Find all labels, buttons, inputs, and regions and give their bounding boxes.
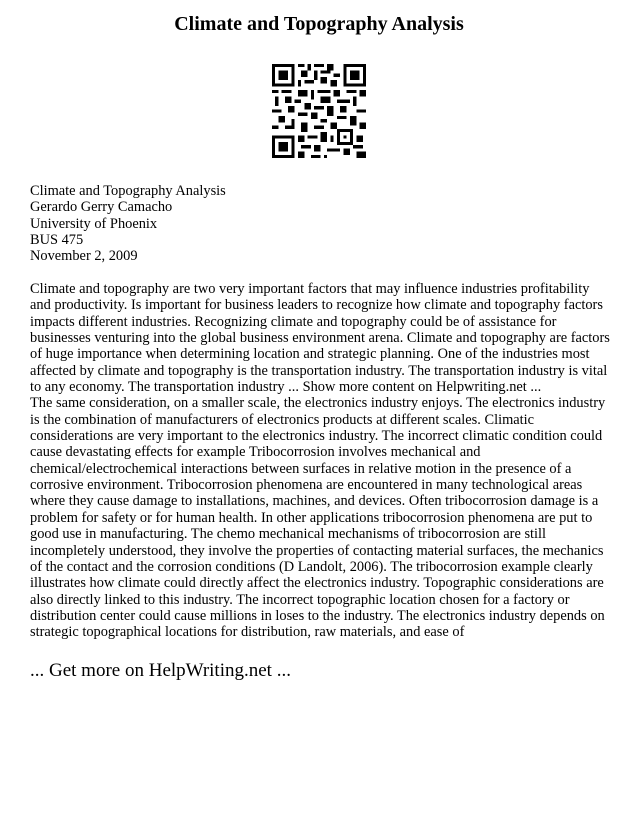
header-line-institution: University of Phoenix [30,215,158,232]
document-title: Climate and Topography Analysis [174,13,464,35]
document-body [30,281,610,641]
get-more-link[interactable]: ... Get more on HelpWriting.net ... [30,660,291,681]
body-paragraph-1: Climate and topography are two very important factors that may influence industries profitability and productivity. Is important for business leaders to recognize how climate and topography factors impacts different industries. Recognizing climate and topography could be of assistance for businesses venturing into the global business environment arena. Climate and topography are factors of huge importance when determining location and strategic planning. One of the industries most affected by climate and topography is the transportation industry. The transportation industry is vital to any economy. The transportation industry ... Show more content on Helpwriting.net ... [30,281,610,396]
qr-code-icon [272,64,366,158]
header-line-date: November 2, 2009 [30,248,138,265]
header-line-author: Gerardo Gerry Camacho [30,199,173,216]
document-header-block [30,183,610,264]
header-line-title: Climate and Topography Analysis [30,183,226,199]
header-line-course: BUS 475 [30,231,84,248]
body-paragraph-2: The same consideration, on a smaller scale, the electronics industry enjoys. The electronics industry is the combination of manufacturers of electronics products at different scales. Climatic considerations are very important to the electronics industry. The incorrect climatic condition could cause devastating effects for example Tribocorrosion involves mechanical and chemical/electrochemical interactions between surfaces in relative motion in the presence of a corrosive environment. Tribocorrosion phenomena are encountered in many technological areas where they cause damage to installations, machines, and devices. Often tribocorrosion damage is a problem for safety or for human health. In other applications tribocorrosion phenomena are put to good use in manufacturing. The chemo mechanical mechanisms of tribocorrosion are still incompletely understood, they involve the properties of contacting material surfaces, the mechanics of the contact and the corrosion conditions (D Landolt, 2006). The tribocorrosion example clearly illustrates how climate could directly affect the electronics industry. Topographic considerations are also directly linked to this industry. The incorrect topographic location chosen for a factory or distribution center could cause millions in loses to the industry. The electronics industry depends on strategic topographical locations for distribution, raw materials, and ease of [30,395,606,641]
